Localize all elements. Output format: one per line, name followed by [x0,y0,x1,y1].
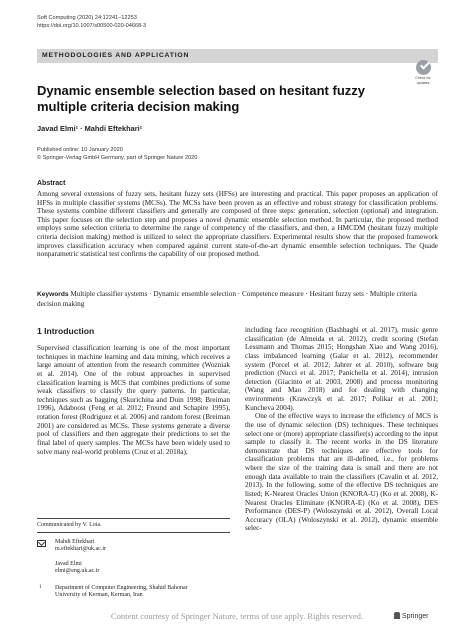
envelope-icon [37,540,46,547]
author-email-1[interactable]: m.eftekhari@uk.ac.ir [55,546,107,553]
courtesy-watermark: Content courtesy of Springer Nature, terms of use apply. Rights reserved. [110,611,364,621]
left-column [37,344,230,456]
section-label: METHODOLOGIES AND APPLICATION [42,52,190,59]
paper-title: Dynamic ensemble selection based on hesitant fuzzy multiple criteria decision making [37,83,365,114]
introduction-heading: 1 Introduction [37,326,95,336]
communicated-by: Communicated by V. Loia. [37,522,102,528]
footnote-divider-2 [37,532,230,533]
doi-link[interactable]: https://doi.org/10.1007/s00500-020-04668-3 [37,23,147,29]
author-name-2: Javad Elmi [55,560,82,567]
author-name-1: Mahdi Eftekhari [55,539,95,545]
affiliation-number: 1 [39,585,42,590]
abstract-text: Among several extensions of fuzzy sets, hesitant fuzzy sets (HFSs) are interesting and practical. This paper proposes an application of HFSs in multiple classifier systems (MCSs). The MCSs have been proven as an effective and robust strategy for classification problems. These systems combine different classifiers and generally are composed of three steps: generation, selection (optional) and integration. This paper focuses on the selection step and proposes a novel dynamic ensemble selection method. In particular, the proposed method employs some selection criteria to determine the range of competency of the classifiers, and then, a HMCDM (hesitant fuzzy multiple criteria decision making) method is utilized to select the appropriate classifiers. Experimental results show that the proposed framework improves classification accuracy when compared against current state-of-the-art dynamic ensemble selection techniques. The Quade nonparametric statistical test confirms the capability of our proposed method. [37,190,438,259]
copyright-line: © Springer-Verlag GmbH Germany, part of Springer Nature 2020 [37,154,198,161]
abstract-heading: Abstract [37,180,66,187]
keywords [37,290,438,308]
journal-citation: Soft Computing (2020) 24:12241–12253 [37,15,137,21]
spacer-line [55,553,106,560]
affiliation-line-1: Department of Computer Engineering, Shahid Bahonar [55,585,188,591]
badge-line-1: Check for [415,76,431,80]
footnote-divider [37,518,230,519]
keywords-label: Keywords [37,291,69,298]
journal-info [37,14,146,30]
intro-paragraph-2: including face recognition (Bashbaghi et al. 2017), music genre classification (de Almeida et al. 2012), credit scoring (Stefan Lessmann and Thomas 2015; Hongshan Xiao and Wang 2016), class imbalanced learning (Galar et al. 2012), recommender system (Porcel et al. 2012; Jahrer et al. 2010), software bug prediction (Nucci et al. 2017; Panichella et al. 2014), intrusion detection (Giacinto et al. 2003, 2008) and process monitoring (Wang and Mao 2018) and for dealing with changing environments (Krawczyk et al. 2017; Polikar et al. 2001; Kuncheva 2004). [245,326,438,412]
intro-paragraph-3: One of the effective ways to increase the efficiency of MCS is the use of dynamic selection (DS) techniques. These techniques select one or (more) appropriate classifier(s) according to the input sample to classify it. The recent works in the DS literature demonstrate that DS techniques are effective tools for classification problems that are ill-defined, i.e., for problems where the size of the training data is small and there are not enough data available to train the classifiers (Cavalin et al. 2012, 2013). In the following, some of the effective DS techniques are listed; K-Nearest Oracles Union (KNORA-U) (Ko et al. 2008), K-Nearest Oracles Eliminate (KNORA-E) (Ko et al. 2008), DES Performance (DES-P) (Woloszynski et al. 2012), Overall Local Accuracy (OLA) (Woloszynski et al. 2012), dynamic ensemble selec- [245,412,438,533]
publisher-name: Springer [402,613,429,620]
author-email-2[interactable]: elmi@eng.uk.ac.ir [55,567,100,574]
right-column [245,326,438,533]
intro-paragraph-1: Supervised classification learning is one of the most important techniques in machine learning and data mining, which receives a large amount of attention from the research committee (Wozniak et al. 2014). One of the robust approaches in supervised classification learning is MCS that combines predictions of some weak classifiers to classify the query patterns. In particular, techniques such as bagging (Skurichina and Duin 1998; Breiman 1996), Adaboost (Feng et al. 2012; Freund and Schapire 1995), rotation forest (Rodriguez et al. 2006) and random forest (Breiman 2001) are considered as MCSs. These systems generate a diverse pool of classifiers and then aggregate their predictions to set the final label of query samples. The MCSs have been widely used to solve many real-world problems (Cruz et al. 2018a), [37,344,230,456]
publication-dates [37,147,197,162]
keywords-text: Multiple classifier systems · Dynamic ensemble selection · Competence measure · Hesitant fuzzy sets · Multiple criteria decision making [37,290,417,308]
published-date: Published online: 10 January 2020 [37,147,123,153]
check-mark-icon [416,60,431,75]
author-list: Javad Elmi¹ · Mahdi Eftekhari¹ [37,124,143,133]
section-banner [37,49,438,63]
badge-line-2: updates [416,81,430,85]
affiliation-line-2: University of Kerman, Kerman, Iran [55,592,143,599]
check-for-updates-badge[interactable] [408,60,438,90]
